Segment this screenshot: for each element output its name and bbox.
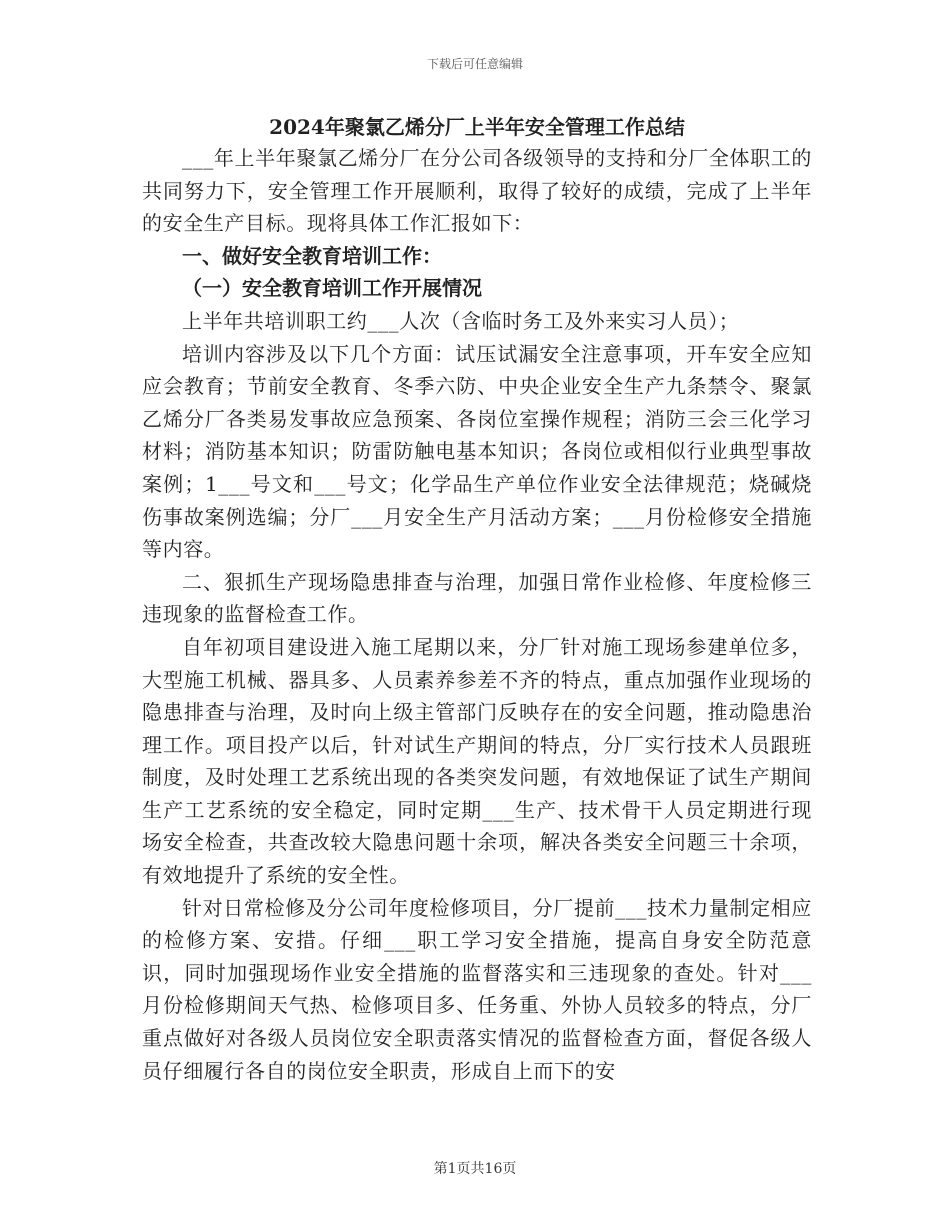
page-header: 下载后可任意编辑 xyxy=(426,57,523,71)
paragraph-maintenance: 针对日常检修及分公司年度检修项目，分厂提前___技术力量制定相应的检修方案、安措。仔细___职工学习安全措施，提高自身安全防范意识，同时加强现场作业安全措施的监督落实和三违现象的查处。针对___月份检修期间天气热、检修项目多、任务重、外协人员较多的特点，分厂重点做好对各级人员岗位安全职责落实情况的监督检查方面，督促各级人员仔细履行各自的岗位安全职责，形成自上而下的安 xyxy=(142,895,812,1083)
page-footer: 第1页共16页 xyxy=(433,1161,517,1177)
document-body xyxy=(142,112,812,1087)
paragraph-intro: ___年上半年聚氯乙烯分厂在分公司各级领导的支持和分厂全体职工的共同努力下，安全管理工作开展顺利，取得了较好的成绩，完成了上半年的安全生产目标。现将具体工作汇报如下： xyxy=(142,146,812,236)
paragraph-training-content: 培训内容涉及以下几个方面：试压试漏安全注意事项，开车安全应知应会教育；节前安全教育、冬季六防、中央企业安全生产九条禁令、聚氯乙烯分厂各类易发事故应急预案、各岗位室操作规程；消防三会三化学习材料；消防基本知识；防雷防触电基本知识；各岗位或相似行业典型事故案例；1___号文和___号文；化学品生产单位作业安全法律规范；烧碱烧伤事故案例选编；分厂___月安全生产月活动方案；___月份检修安全措施等内容。 xyxy=(142,341,812,562)
section-heading-1: 一、做好安全教育培训工作： xyxy=(182,243,442,268)
paragraph-section-two: 二、狠抓生产现场隐患排查与治理，加强日常作业检修、年度检修三违现象的监督检查工作。 xyxy=(142,569,812,627)
subsection-heading-1: （一）安全教育培训工作开展情况 xyxy=(182,276,482,301)
document-title: 2024年聚氯乙烯分厂上半年安全管理工作总结 xyxy=(269,115,685,139)
paragraph-training-count: 上半年共培训职工约___人次（含临时务工及外来实习人员）； xyxy=(182,308,740,333)
paragraph-hazard-inspection: 自年初项目建设进入施工尾期以来，分厂针对施工现场参建单位多，大型施工机械、器具多、人员素养参差不齐的特点，重点加强作业现场的隐患排查与治理，及时向上级主管部门反映存在的安全问题，推动隐患治理工作。项目投产以后，针对试生产期间的特点，分厂实行技术人员跟班制度，及时处理工艺系统出现的各类突发问题，有效地保证了试生产期间生产工艺系统的安全稳定，同时定期___生产、技术骨干人员定期进行现场安全检查，共查改较大隐患问题十余项，解决各类安全问题三十余项，有效地提升了系统的安全性。 xyxy=(142,634,812,888)
